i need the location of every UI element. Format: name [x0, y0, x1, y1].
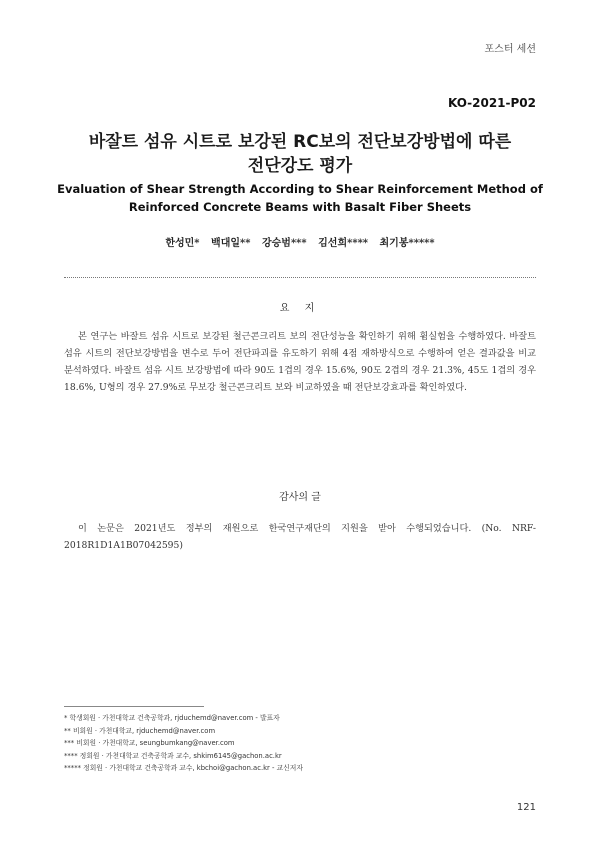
- author-1: 한성민*: [165, 238, 200, 249]
- english-title-line-2: Reinforced Concrete Beams with Basalt Fiber Sheets: [128, 200, 472, 214]
- korean-title-line-1: 바잘트 섬유 시트로 보강된 RC보의 전단보강방법에 따른: [88, 132, 512, 152]
- abstract-heading: 요 지: [279, 303, 321, 314]
- footnotes: [64, 712, 536, 775]
- author-5: 최기봉*****: [379, 238, 435, 249]
- footnote-3: *** 비회원 · 가천대학교, seungbumkang@naver.com: [64, 739, 235, 747]
- korean-title: [0, 130, 600, 178]
- acknowledgement-heading: 감사의 글: [279, 492, 321, 503]
- page-number: 121: [516, 802, 536, 813]
- author-3: 강승범***: [261, 238, 307, 249]
- author-4: 김선희****: [318, 238, 369, 249]
- footnote-separator: [64, 706, 204, 707]
- english-title-line-1: Evaluation of Shear Strength According to Shear Reinforcement Method of: [57, 182, 543, 196]
- acknowledgement-text: 이 논문은 2021년도 정부의 재원으로 한국연구재단의 지원을 받아 수행되었습니다. (No. NRF-2018R1D1A1B07042595): [64, 523, 536, 551]
- dotted-divider: [64, 277, 536, 278]
- section-label: 포스터 세션: [484, 44, 536, 55]
- footnote-5: ***** 정회원 · 가천대학교 건축공학과 교수, kbchoi@gachon.ac.kr - 교신저자: [64, 764, 303, 772]
- paper-code: KO-2021-P02: [447, 96, 536, 110]
- author-2: 백대일**: [211, 238, 251, 249]
- footnote-2: ** 비회원 · 가천대학교, rjduchemd@naver.com: [64, 726, 216, 735]
- footnote-4: **** 정회원 · 가천대학교 건축공학과 교수, shkim6145@gachon.ac.kr: [64, 751, 282, 760]
- footnote-1: * 학생회원 · 가천대학교 건축공학과, rjduchemd@naver.com - 발표자: [64, 714, 280, 722]
- abstract-text: 본 연구는 바잘트 섬유 시트로 보강된 철근콘크리트 보의 전단성능을 확인하기 위해 휨실험을 수행하였다. 바잘트 섬유 시트의 전단보강방법을 변수로 두어 전단파괴를 유도하기 위해 4점 재하방식으로 수행하여 얻은 결과값을 비교 분석하였다. 바잘트 섬유 시트 보강방법에 따라 90도 1겹의 경우 15.6%, 90도 2겹의 경우 21.3%, 45도 1겹의 경우 18.6%, U형의 경우 27.9%로 무보강 철근콘크리트 보와 비교하였을 때 전단보강효과를 확인하였다.: [64, 331, 536, 393]
- korean-title-line-2: 전단강도 평가: [247, 156, 353, 176]
- english-title: [0, 180, 600, 216]
- author-list: [0, 234, 600, 249]
